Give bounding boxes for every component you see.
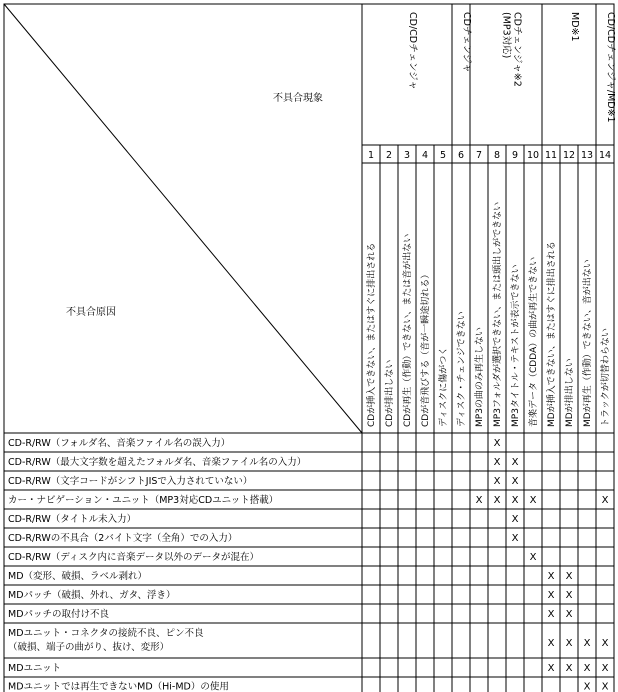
cell-mark: X <box>493 457 501 468</box>
group-header-4 <box>569 12 580 42</box>
cell-mark: X <box>511 514 519 525</box>
table-row <box>8 475 519 487</box>
row-cause-label: MDパッチ（破損、外れ、ガタ、浮き） <box>8 590 176 601</box>
column-number: 13 <box>580 150 594 161</box>
column-label: MDが挿入できない、またはすぐに排出される <box>547 241 557 427</box>
column-number: 12 <box>562 150 576 161</box>
column-number: 5 <box>439 150 447 161</box>
table-row <box>8 551 537 563</box>
cell-mark: X <box>493 438 501 449</box>
column-label: CDが再生（作動）できない、または音が出ない <box>403 233 413 427</box>
cell-mark: X <box>583 638 591 649</box>
cell-mark: X <box>547 590 555 601</box>
row-cause-label: （破損、端子の曲がり、抜け、変形） <box>8 642 170 653</box>
row-cause-label: カー・ナビゲーション・ユニット（MP3対応CDユニット搭載） <box>8 495 279 506</box>
column-number: 6 <box>457 150 465 161</box>
corner-label-cause: 不具合原因 <box>66 307 116 318</box>
cell-mark: X <box>547 638 555 649</box>
column-number: 14 <box>598 150 612 161</box>
group-label: CDチェンジャ※2 <box>511 12 523 87</box>
cell-mark: X <box>601 638 609 649</box>
column-number: 9 <box>511 150 519 161</box>
column-label: ディスクに傷がつく <box>439 346 449 427</box>
column-number: 8 <box>493 150 501 161</box>
column-label: MP3フォルダが選択できない、または頭出しができない <box>493 201 503 427</box>
table-row <box>8 513 519 525</box>
group-label: CDチェンジャ <box>461 12 472 73</box>
column-label: MP3タイトル・テキストが表示できない <box>511 264 521 427</box>
group-sublabel: (MP3対応) <box>500 12 512 59</box>
table-row <box>8 494 609 506</box>
row-cause-label: MDユニット・コネクタの接続不良、ピン不良 <box>8 628 204 639</box>
group-label: CD/CDチェンジャ <box>407 12 418 90</box>
table-border <box>4 4 614 692</box>
table-row <box>8 532 519 544</box>
row-cause-label: CD-R/RW（最大文字数を超えたフォルダ名、音楽ファイル名の入力） <box>8 457 307 468</box>
row-cause-label: MDユニット <box>8 663 62 674</box>
column-label: CDが排出しない <box>385 359 395 427</box>
table-row <box>8 627 609 653</box>
row-cause-label: MD（変形、破損、ラベル剥れ） <box>8 571 148 582</box>
cell-mark: X <box>493 495 501 506</box>
column-label: MDが再生（作動）できない、音が出ない <box>583 259 593 427</box>
column-label: CDが挿入できない、またはすぐに排出される <box>367 242 377 427</box>
row-cause-label: CD-R/RW（文字コードがシフトJISで入力されていない） <box>8 476 253 487</box>
cell-mark: X <box>511 457 519 468</box>
cell-mark: X <box>529 552 537 563</box>
cell-mark: X <box>565 590 573 601</box>
corner-diagonal <box>4 4 362 433</box>
cell-mark: X <box>565 663 573 674</box>
table-row <box>8 456 519 468</box>
cell-mark: X <box>565 609 573 620</box>
column-label: トラックが切替わらない <box>601 328 611 427</box>
column-label: MP3の曲のみ再生しない <box>475 327 485 427</box>
group-header-5 <box>605 12 616 123</box>
row-cause-label: CD-R/RW（タイトル未入力） <box>8 514 137 525</box>
cell-mark: X <box>511 495 519 506</box>
cell-mark: X <box>493 476 501 487</box>
column-number: 3 <box>403 150 411 161</box>
group-label: CD/CDチェンジャ/MD※1 <box>605 12 616 123</box>
cell-mark: X <box>565 638 573 649</box>
column-label: CDが音飛びする（音が一瞬途切れる） <box>421 269 431 427</box>
group-label: MD※1 <box>569 12 580 42</box>
row-cause-label: MDパッチの取付け不良 <box>8 609 110 620</box>
cell-mark: X <box>601 663 609 674</box>
group-header-1 <box>407 12 418 90</box>
cell-mark: X <box>547 571 555 582</box>
cell-mark: X <box>547 663 555 674</box>
table-row <box>8 437 501 449</box>
cell-mark: X <box>511 533 519 544</box>
table-row <box>8 681 609 692</box>
column-number: 11 <box>544 150 558 161</box>
cell-mark: X <box>475 495 483 506</box>
row-cause-label: MDユニットでは再生できないMD（Hi-MD）の使用 <box>8 681 229 692</box>
group-header-3 <box>501 12 523 87</box>
cell-mark: X <box>529 495 537 506</box>
corner-label-phenomenon: 不具合現象 <box>273 93 323 104</box>
row-cause-label: CD-R/RW（フォルダ名、音楽ファイル名の誤入力） <box>8 438 231 449</box>
cell-mark: X <box>601 495 609 506</box>
column-number: 2 <box>385 150 393 161</box>
cell-mark: X <box>511 476 519 487</box>
group-header-2 <box>461 12 472 73</box>
column-label: 音楽データ（CDDA）の曲が再生できない <box>529 256 539 427</box>
row-cause-label: CD-R/RW（ディスク内に音楽データ以外のデータが混在） <box>8 552 260 563</box>
cell-mark: X <box>601 681 609 692</box>
table-row <box>8 663 609 674</box>
cell-mark: X <box>547 609 555 620</box>
row-cause-label: CD-R/RWの不具合（2バイト文字（全角）での入力） <box>8 533 238 544</box>
cell-mark: X <box>583 681 591 692</box>
cell-mark: X <box>583 663 591 674</box>
column-number: 4 <box>421 150 429 161</box>
column-label: MDが排出しない <box>565 358 575 427</box>
column-label: ディスク・チェンジできない <box>457 311 467 427</box>
column-number: 10 <box>526 150 540 161</box>
column-number: 7 <box>475 150 483 161</box>
column-number: 1 <box>367 150 375 161</box>
cell-mark: X <box>565 571 573 582</box>
